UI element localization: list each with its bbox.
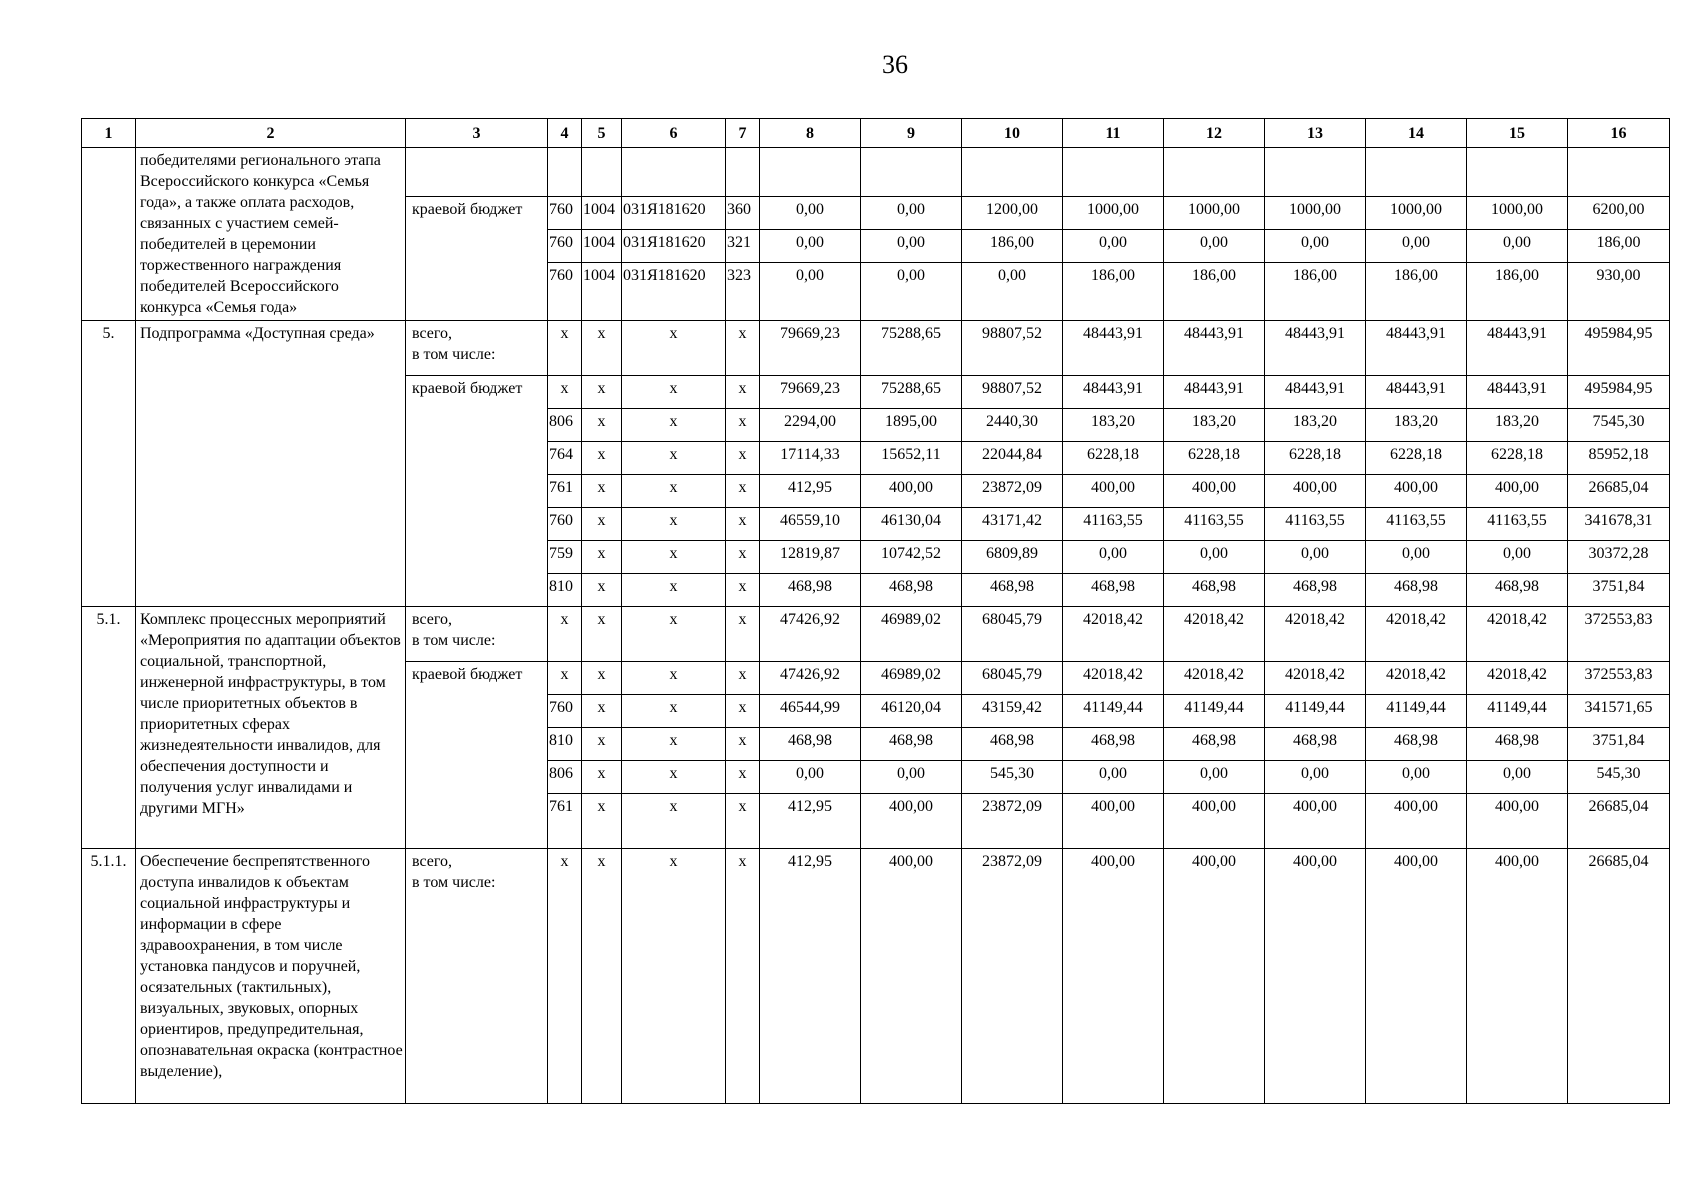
amount-cell: 42018,42 [1063,662,1164,695]
budget-code-cell: x [622,376,726,409]
amount-cell: 75288,65 [861,376,962,409]
amount-cell: 6228,18 [1366,442,1467,475]
amount-cell: 22044,84 [962,442,1063,475]
column-number-header-row [82,119,1670,148]
budget-code-cell: x [622,662,726,695]
budget-code-cell: x [622,541,726,574]
amount-cell: 41149,44 [1366,695,1467,728]
budget-code-cell: x [582,376,622,409]
amount-cell: 42018,42 [1265,662,1366,695]
budget-code-cell: 806 [548,409,582,442]
header-cell: 2 [136,119,406,148]
budget-code-cell: x [726,508,760,541]
amount-cell: 41163,55 [1366,508,1467,541]
amount-cell [1568,148,1670,197]
amount-cell: 186,00 [1366,263,1467,321]
table-row [82,321,1670,376]
budget-code-cell: x [548,376,582,409]
budget-code-cell: x [622,574,726,607]
amount-cell: 468,98 [760,728,861,761]
amount-cell: 183,20 [1164,409,1265,442]
amount-cell: 468,98 [1063,728,1164,761]
amount-cell: 468,98 [1467,728,1568,761]
amount-cell: 400,00 [1063,849,1164,1104]
budget-code-cell: 031Я181620 [622,197,726,230]
amount-cell: 75288,65 [861,321,962,376]
budget-code-cell: 760 [548,508,582,541]
header-cell: 6 [622,119,726,148]
amount-cell: 98807,52 [962,376,1063,409]
amount-cell: 930,00 [1568,263,1670,321]
amount-cell: 47426,92 [760,662,861,695]
row-number-cell: 5.1.1. [82,849,136,1104]
budget-code-cell: 759 [548,541,582,574]
amount-cell: 412,95 [760,794,861,849]
budget-code-cell: x [548,607,582,662]
amount-cell [1265,148,1366,197]
budget-code-cell: x [622,794,726,849]
amount-cell: 468,98 [962,728,1063,761]
funding-source-cell [406,148,548,197]
budget-code-cell: x [582,442,622,475]
header-cell: 13 [1265,119,1366,148]
amount-cell: 6228,18 [1164,442,1265,475]
amount-cell: 42018,42 [1164,662,1265,695]
amount-cell: 0,00 [1063,230,1164,263]
amount-cell: 48443,91 [1366,376,1467,409]
amount-cell: 400,00 [1467,475,1568,508]
budget-code-cell: x [582,849,622,1104]
budget-code-cell: x [726,475,760,508]
budget-code-cell: x [726,761,760,794]
header-cell: 1 [82,119,136,148]
amount-cell: 183,20 [1366,409,1467,442]
budget-code-cell: 031Я181620 [622,263,726,321]
budget-code-cell: 760 [548,695,582,728]
amount-cell: 0,00 [760,263,861,321]
budget-code-cell: x [726,695,760,728]
amount-cell: 0,00 [861,197,962,230]
funding-source-cell: краевой бюджет [406,197,548,321]
amount-cell: 48443,91 [1467,376,1568,409]
amount-cell: 400,00 [1164,849,1265,1104]
amount-cell: 341678,31 [1568,508,1670,541]
amount-cell: 42018,42 [1366,607,1467,662]
budget-code-cell: 760 [548,263,582,321]
amount-cell: 0,00 [760,197,861,230]
amount-cell: 400,00 [1366,849,1467,1104]
table-body [82,119,1670,1104]
amount-cell: 41163,55 [1063,508,1164,541]
amount-cell: 2294,00 [760,409,861,442]
amount-cell: 468,98 [1164,728,1265,761]
amount-cell: 3751,84 [1568,728,1670,761]
budget-code-cell: x [726,849,760,1104]
amount-cell: 0,00 [1063,761,1164,794]
budget-code-cell: 031Я181620 [622,230,726,263]
amount-cell: 46544,99 [760,695,861,728]
header-cell: 9 [861,119,962,148]
amount-cell: 468,98 [861,574,962,607]
amount-cell: 468,98 [1366,574,1467,607]
amount-cell: 400,00 [1366,794,1467,849]
amount-cell: 6809,89 [962,541,1063,574]
amount-cell: 42018,42 [1467,607,1568,662]
budget-code-cell: x [622,321,726,376]
amount-cell: 46120,04 [861,695,962,728]
budget-code-cell: x [582,794,622,849]
budget-code-cell: x [726,321,760,376]
budget-code-cell [548,148,582,197]
budget-code-cell: x [548,849,582,1104]
budget-code-cell: x [726,607,760,662]
header-cell: 8 [760,119,861,148]
amount-cell: 41149,44 [1063,695,1164,728]
amount-cell: 0,00 [1467,230,1568,263]
header-cell: 16 [1568,119,1670,148]
amount-cell: 0,00 [760,761,861,794]
amount-cell: 48443,91 [1164,321,1265,376]
budget-code-cell [726,148,760,197]
budget-code-cell: x [582,662,622,695]
amount-cell [1467,148,1568,197]
amount-cell: 1000,00 [1366,197,1467,230]
table-row [82,148,1670,197]
amount-cell: 48443,91 [1063,321,1164,376]
budget-code-cell: x [622,728,726,761]
amount-cell: 41163,55 [1265,508,1366,541]
amount-cell: 26685,04 [1568,849,1670,1104]
amount-cell: 186,00 [1063,263,1164,321]
header-cell: 15 [1467,119,1568,148]
amount-cell: 0,00 [1164,230,1265,263]
funding-source-cell: всего, в том числе: [406,321,548,376]
row-number-cell [82,148,136,321]
amount-cell: 0,00 [1366,230,1467,263]
amount-cell: 412,95 [760,475,861,508]
amount-cell: 468,98 [760,574,861,607]
amount-cell: 0,00 [962,263,1063,321]
budget-code-cell: 810 [548,574,582,607]
amount-cell: 42018,42 [1265,607,1366,662]
budget-code-cell: x [622,607,726,662]
amount-cell: 41163,55 [1164,508,1265,541]
budget-code-cell: 1004 [582,263,622,321]
amount-cell: 98807,52 [962,321,1063,376]
amount-cell: 2440,30 [962,409,1063,442]
amount-cell: 68045,79 [962,662,1063,695]
header-cell: 11 [1063,119,1164,148]
amount-cell: 0,00 [1366,541,1467,574]
amount-cell: 400,00 [1366,475,1467,508]
budget-code-cell: x [726,376,760,409]
amount-cell: 23872,09 [962,849,1063,1104]
amount-cell: 26685,04 [1568,475,1670,508]
budget-code-cell: x [622,761,726,794]
amount-cell: 46559,10 [760,508,861,541]
amount-cell: 468,98 [1063,574,1164,607]
amount-cell: 400,00 [1467,794,1568,849]
budget-code-cell: x [622,475,726,508]
row-description-cell: Комплекс процессных мероприятий «Мероприятия по адаптации объектов социальной, транспортной, инженерной инфраструктуры, в том числе приоритетных объектов в приоритетных сферах жизнедеятельности инвалидов, для обеспечения доступности и получения услуг инвалидами и другими МГН» [136,607,406,849]
amount-cell: 183,20 [1265,409,1366,442]
budget-code-cell: 760 [548,230,582,263]
amount-cell: 0,00 [861,263,962,321]
amount-cell: 0,00 [861,761,962,794]
amount-cell: 186,00 [1568,230,1670,263]
budget-code-cell: 761 [548,475,582,508]
amount-cell: 0,00 [1164,541,1265,574]
amount-cell: 1000,00 [1164,197,1265,230]
amount-cell [1366,148,1467,197]
amount-cell: 42018,42 [1063,607,1164,662]
table-row [82,607,1670,662]
amount-cell: 0,00 [1164,761,1265,794]
budget-code-cell: x [726,794,760,849]
amount-cell: 400,00 [861,794,962,849]
amount-cell: 7545,30 [1568,409,1670,442]
amount-cell: 400,00 [861,849,962,1104]
row-description-cell: Подпрограмма «Доступная среда» [136,321,406,607]
amount-cell: 1895,00 [861,409,962,442]
amount-cell: 46989,02 [861,607,962,662]
amount-cell: 412,95 [760,849,861,1104]
row-description-cell: победителями регионального этапа Всероссийского конкурса «Семья года», а также оплата расходов, связанных с участием семей-победителей в церемонии торжественного награждения победителей Всероссийского конкурса «Семья года» [136,148,406,321]
budget-code-cell: 760 [548,197,582,230]
amount-cell: 0,00 [1265,761,1366,794]
budget-code-cell: x [582,607,622,662]
budget-code-cell: x [622,508,726,541]
amount-cell: 43171,42 [962,508,1063,541]
amount-cell: 1000,00 [1265,197,1366,230]
budget-code-cell: x [726,728,760,761]
amount-cell: 85952,18 [1568,442,1670,475]
amount-cell: 3751,84 [1568,574,1670,607]
amount-cell: 41149,44 [1467,695,1568,728]
amount-cell [962,148,1063,197]
amount-cell: 186,00 [1164,263,1265,321]
amount-cell: 545,30 [1568,761,1670,794]
funding-source-cell: краевой бюджет [406,662,548,849]
amount-cell: 17114,33 [760,442,861,475]
amount-cell: 341571,65 [1568,695,1670,728]
amount-cell: 41149,44 [1164,695,1265,728]
amount-cell: 468,98 [1265,728,1366,761]
amount-cell: 6228,18 [1265,442,1366,475]
budget-table [81,118,1670,1104]
amount-cell: 23872,09 [962,794,1063,849]
header-cell: 12 [1164,119,1265,148]
budget-code-cell: x [548,321,582,376]
amount-cell: 468,98 [1467,574,1568,607]
amount-cell: 48443,91 [1063,376,1164,409]
budget-code-cell [582,148,622,197]
budget-code-cell: x [582,695,622,728]
budget-code-cell: x [726,442,760,475]
amount-cell: 41149,44 [1265,695,1366,728]
amount-cell: 400,00 [1063,475,1164,508]
amount-cell: 46130,04 [861,508,962,541]
amount-cell: 47426,92 [760,607,861,662]
amount-cell: 42018,42 [1467,662,1568,695]
row-number-cell: 5.1. [82,607,136,849]
amount-cell: 468,98 [1366,728,1467,761]
amount-cell: 79669,23 [760,321,861,376]
budget-code-cell: 360 [726,197,760,230]
amount-cell: 468,98 [1265,574,1366,607]
amount-cell: 372553,83 [1568,662,1670,695]
amount-cell: 6200,00 [1568,197,1670,230]
budget-code-cell: 1004 [582,230,622,263]
amount-cell: 400,00 [1164,475,1265,508]
budget-code-cell: 321 [726,230,760,263]
amount-cell: 48443,91 [1467,321,1568,376]
amount-cell: 15652,11 [861,442,962,475]
amount-cell: 0,00 [1467,761,1568,794]
budget-code-cell: x [622,695,726,728]
amount-cell: 23872,09 [962,475,1063,508]
amount-cell: 30372,28 [1568,541,1670,574]
amount-cell: 0,00 [1063,541,1164,574]
header-cell: 10 [962,119,1063,148]
amount-cell: 183,20 [1063,409,1164,442]
budget-code-cell: x [582,728,622,761]
budget-code-cell: x [726,662,760,695]
budget-code-cell: x [582,508,622,541]
amount-cell: 6228,18 [1467,442,1568,475]
amount-cell: 46989,02 [861,662,962,695]
amount-cell: 0,00 [1467,541,1568,574]
header-cell: 3 [406,119,548,148]
amount-cell: 1000,00 [1467,197,1568,230]
amount-cell: 186,00 [962,230,1063,263]
amount-cell: 400,00 [1164,794,1265,849]
amount-cell: 186,00 [1265,263,1366,321]
amount-cell: 0,00 [861,230,962,263]
amount-cell: 545,30 [962,761,1063,794]
amount-cell: 0,00 [1366,761,1467,794]
budget-code-cell: x [582,475,622,508]
amount-cell: 48443,91 [1164,376,1265,409]
amount-cell: 0,00 [1265,230,1366,263]
page-number: 36 [882,50,908,79]
amount-cell: 41163,55 [1467,508,1568,541]
amount-cell: 10742,52 [861,541,962,574]
amount-cell: 186,00 [1467,263,1568,321]
amount-cell: 400,00 [1265,794,1366,849]
header-cell: 5 [582,119,622,148]
amount-cell: 400,00 [1063,794,1164,849]
amount-cell: 68045,79 [962,607,1063,662]
row-description-cell: Обеспечение беспрепятственного доступа инвалидов к объектам социальной инфраструктуры и информации в сфере здравоохранения, в том числе установка пандусов и поручней, осязательных (тактильных), визуальных, звуковых, опорных ориентиров, предупредительная, опознавательная окраска (контрастное выделение), [136,849,406,1104]
header-cell: 4 [548,119,582,148]
budget-code-cell: 1004 [582,197,622,230]
budget-code-cell: x [726,541,760,574]
amount-cell: 79669,23 [760,376,861,409]
amount-cell [1164,148,1265,197]
row-number-cell: 5. [82,321,136,607]
funding-source-cell: всего, в том числе: [406,849,548,1104]
budget-code-cell: x [582,321,622,376]
amount-cell: 48443,91 [1265,321,1366,376]
amount-cell: 0,00 [1265,541,1366,574]
table-row [82,849,1670,1104]
budget-code-cell: x [582,409,622,442]
amount-cell: 12819,87 [760,541,861,574]
amount-cell: 400,00 [1467,849,1568,1104]
amount-cell: 42018,42 [1366,662,1467,695]
header-cell: 14 [1366,119,1467,148]
budget-code-cell: x [622,409,726,442]
amount-cell: 495984,95 [1568,321,1670,376]
amount-cell: 48443,91 [1366,321,1467,376]
amount-cell: 0,00 [760,230,861,263]
funding-source-cell: всего, в том числе: [406,607,548,662]
amount-cell: 1200,00 [962,197,1063,230]
budget-code-cell: x [622,849,726,1104]
amount-cell [1063,148,1164,197]
amount-cell: 42018,42 [1164,607,1265,662]
budget-code-cell: x [726,574,760,607]
amount-cell: 6228,18 [1063,442,1164,475]
budget-code-cell: 764 [548,442,582,475]
amount-cell: 400,00 [1265,475,1366,508]
amount-cell: 48443,91 [1265,376,1366,409]
budget-code-cell: x [622,442,726,475]
header-cell: 7 [726,119,760,148]
amount-cell: 468,98 [962,574,1063,607]
budget-code-cell: x [548,662,582,695]
amount-cell: 400,00 [861,475,962,508]
amount-cell: 495984,95 [1568,376,1670,409]
amount-cell [861,148,962,197]
budget-code-cell [622,148,726,197]
budget-code-cell: 761 [548,794,582,849]
budget-code-cell: x [582,574,622,607]
budget-code-cell: 323 [726,263,760,321]
amount-cell: 26685,04 [1568,794,1670,849]
amount-cell [760,148,861,197]
amount-cell: 43159,42 [962,695,1063,728]
funding-source-cell: краевой бюджет [406,376,548,607]
budget-code-cell: x [582,541,622,574]
amount-cell: 400,00 [1265,849,1366,1104]
amount-cell: 183,20 [1467,409,1568,442]
budget-code-cell: x [582,761,622,794]
amount-cell: 468,98 [1164,574,1265,607]
amount-cell: 372553,83 [1568,607,1670,662]
budget-code-cell: 806 [548,761,582,794]
amount-cell: 468,98 [861,728,962,761]
amount-cell: 1000,00 [1063,197,1164,230]
budget-code-cell: 810 [548,728,582,761]
budget-code-cell: x [726,409,760,442]
